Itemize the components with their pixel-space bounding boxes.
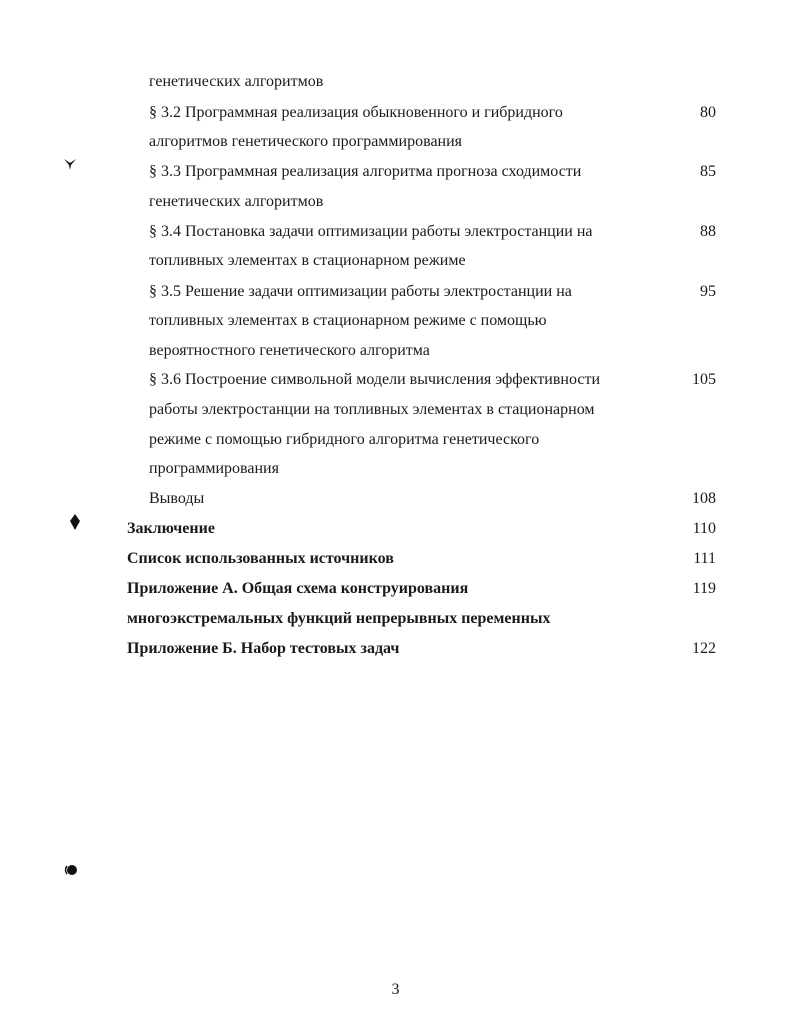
- toc-entry-3-4-page: 88: [700, 223, 716, 240]
- scan-mark-arrow: [63, 157, 77, 171]
- toc-entry-3-3-line1: § 3.3 Программная реализация алгоритма прогноза сходимости: [149, 163, 582, 180]
- toc-entry-conclusion-page: 110: [692, 520, 716, 537]
- toc-entry-3-2-page: 80: [700, 104, 716, 121]
- scan-mark-blob: [64, 864, 78, 876]
- scan-mark-dot: [69, 514, 81, 530]
- toc-entry-3-5-line2: топливных элементах в стационарном режиме с помощью: [149, 312, 547, 329]
- toc-entry-3-6-line1: § 3.6 Построение символьной модели вычисления эффективности: [149, 371, 601, 388]
- toc-entry-3-4-line2: топливных элементах в стационарном режиме: [149, 252, 466, 269]
- toc-entry-references: Список использованных источников: [127, 550, 394, 567]
- toc-entry-3-6-line4: программирования: [149, 460, 279, 477]
- toc-entry-3-2-line1: § 3.2 Программная реализация обыкновенного и гибридного: [149, 104, 563, 121]
- toc-entry-3-6-line2: работы электростанции на топливных элементах в стационарном: [149, 401, 595, 418]
- toc-entry-appendix-b-page: 122: [692, 640, 716, 657]
- toc-continuation-line: генетических алгоритмов: [149, 73, 324, 90]
- toc-entry-3-5-line1: § 3.5 Решение задачи оптимизации работы электростанции на: [149, 283, 572, 300]
- toc-entry-3-4-line1: § 3.4 Постановка задачи оптимизации работы электростанции на: [149, 223, 593, 240]
- toc-entry-appendix-b: Приложение Б. Набор тестовых задач: [127, 640, 400, 657]
- toc-entry-3-6-line3: режиме с помощью гибридного алгоритма генетического: [149, 431, 540, 448]
- toc-entry-references-page: 111: [693, 550, 716, 567]
- toc-entry-conclusions-page: 108: [692, 490, 716, 507]
- toc-entry-3-5-line3: вероятностного генетического алгоритма: [149, 342, 430, 359]
- toc-entry-3-5-page: 95: [700, 283, 716, 300]
- page-number: 3: [391, 981, 400, 998]
- toc-entry-3-2-line2: алгоритмов генетического программирования: [149, 133, 463, 150]
- toc-entry-appendix-a-line1: Приложение А. Общая схема конструирования: [127, 580, 469, 597]
- toc-entry-appendix-a-page: 119: [692, 580, 716, 597]
- toc-entry-3-6-page: 105: [692, 371, 716, 388]
- toc-entry-appendix-a-line2: многоэкстремальных функций непрерывных переменных: [127, 610, 551, 627]
- toc-entry-conclusions: Выводы: [149, 490, 205, 507]
- toc-entry-3-3-line2: генетических алгоритмов: [149, 193, 324, 210]
- toc-entry-3-3-page: 85: [700, 163, 716, 180]
- toc-entry-conclusion: Заключение: [127, 520, 215, 537]
